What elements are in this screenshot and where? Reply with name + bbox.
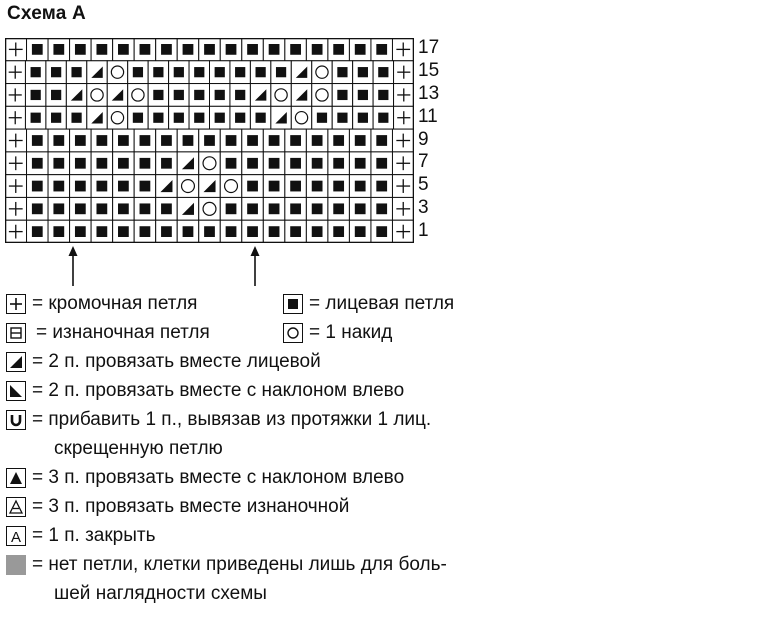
chart-cell-knit	[210, 84, 230, 107]
chart-cell-yarnover	[271, 84, 291, 107]
chart-cell-knit	[306, 129, 328, 152]
chart-cell-knit	[134, 38, 156, 61]
chart-cell-knit	[128, 61, 148, 84]
chart-cell-knit	[220, 38, 242, 61]
chart-cell-k2tog	[177, 152, 199, 175]
ssk-icon	[6, 381, 26, 401]
chart-cell-knit	[220, 152, 242, 175]
chart-cell-yarnover	[199, 152, 221, 175]
chart-cell-k2tog	[271, 106, 291, 129]
make-one-icon	[6, 410, 26, 430]
chart-cell-yarnover	[87, 84, 107, 107]
legend-label: = 1 п. закрыть	[32, 525, 156, 546]
chart-cell-knit	[27, 220, 49, 243]
chart-cell-knit	[328, 220, 350, 243]
legend-item-knit	[283, 293, 454, 315]
chart-cell-knit	[156, 38, 178, 61]
chart-cell-knit	[91, 38, 113, 61]
chart-cell-knit	[242, 197, 264, 220]
chart-cell-edge	[392, 197, 414, 220]
chart-cell-knit	[91, 152, 113, 175]
chart-cell-knit	[242, 175, 264, 198]
chart-cell-knit	[328, 152, 350, 175]
chart-cell-k2tog	[87, 106, 107, 129]
chart-cell-knit	[199, 220, 221, 243]
chart-cell-knit	[285, 129, 307, 152]
chart-cell-knit	[70, 38, 92, 61]
repeat-start-arrow-icon	[66, 246, 80, 288]
chart-cell-knit	[134, 152, 156, 175]
chart-cell-knit	[128, 106, 148, 129]
chart-cell-yarnover	[128, 84, 148, 107]
row-number: 11	[418, 106, 438, 127]
chart-cell-knit	[91, 129, 113, 152]
chart-cell-knit	[66, 106, 86, 129]
chart-cell-knit	[46, 61, 66, 84]
row-number: 13	[418, 83, 440, 104]
chart-cell-knit	[27, 197, 49, 220]
chart-cell-knit	[271, 61, 291, 84]
legend-label: = 3 п. провязать вместе с наклоном влево	[32, 467, 405, 488]
chart-cell-edge	[394, 61, 414, 84]
knit-stitch-icon	[283, 294, 303, 314]
row-number: 17	[418, 37, 440, 58]
chart-cell-k2tog	[107, 84, 127, 107]
chart-cell-knit	[220, 197, 242, 220]
legend-item-yarnover	[283, 322, 392, 344]
chart-cell-knit	[66, 61, 86, 84]
bind-off-icon	[6, 526, 26, 546]
chart-cell-knit	[177, 129, 199, 152]
chart-cell-edge	[392, 129, 414, 152]
chart-cell-knit	[148, 106, 168, 129]
chart-cell-knit	[328, 175, 350, 198]
chart-cell-knit	[263, 129, 285, 152]
chart-cell-knit	[332, 84, 352, 107]
chart-cell-knit	[220, 220, 242, 243]
chart-cell-knit	[250, 106, 270, 129]
legend-item-purl	[6, 322, 210, 344]
chart-cell-knit	[242, 129, 264, 152]
chart-cell-knit	[48, 129, 70, 152]
chart-cell-knit	[371, 220, 393, 243]
row-number: 5	[418, 174, 429, 195]
chart-cell-edge	[5, 220, 27, 243]
legend-item-k2tog	[6, 351, 321, 373]
chart-cell-knit	[373, 106, 393, 129]
legend-item-sk2p	[6, 467, 404, 489]
chart-cell-knit	[371, 129, 393, 152]
chart-cell-knit	[169, 84, 189, 107]
chart-cell-knit	[199, 38, 221, 61]
chart-cell-edge	[392, 175, 414, 198]
chart-cell-knit	[48, 152, 70, 175]
legend-label: = кромочная петля	[32, 293, 198, 314]
chart-cell-edge	[394, 106, 414, 129]
chart-cell-knit	[48, 175, 70, 198]
chart-cell-edge	[5, 61, 25, 84]
knitting-chart-grid	[5, 38, 414, 243]
chart-cell-knit	[70, 197, 92, 220]
chart-cell-k2tog	[291, 84, 311, 107]
chart-cell-knit	[113, 197, 135, 220]
chart-cell-knit	[113, 175, 135, 198]
chart-cell-edge	[5, 129, 27, 152]
chart-cell-knit	[91, 220, 113, 243]
chart-cell-knit	[349, 175, 371, 198]
chart-cell-knit	[371, 197, 393, 220]
chart-cell-knit	[349, 197, 371, 220]
row-number: 9	[418, 129, 429, 150]
repeat-end-arrow-icon	[248, 246, 262, 288]
chart-cell-knit	[46, 84, 66, 107]
chart-cell-knit	[242, 38, 264, 61]
chart-cell-edge	[5, 152, 27, 175]
chart-cell-yarnover	[220, 175, 242, 198]
chart-cell-knit	[242, 220, 264, 243]
row-number: 7	[418, 151, 429, 172]
legend-label: = лицевая петля	[309, 293, 455, 314]
chart-cell-knit	[349, 129, 371, 152]
chart-cell-knit	[328, 197, 350, 220]
chart-cell-knit	[312, 106, 332, 129]
legend-item-p3tog	[6, 496, 349, 518]
chart-cell-knit	[250, 61, 270, 84]
chart-cell-knit	[210, 61, 230, 84]
chart-cell-knit	[70, 175, 92, 198]
chart-cell-knit	[27, 175, 49, 198]
chart-cell-knit	[177, 38, 199, 61]
chart-cell-yarnover	[312, 61, 332, 84]
legend-label: = 1 накид	[309, 322, 393, 343]
chart-cell-knit	[189, 106, 209, 129]
chart-cell-knit	[169, 106, 189, 129]
legend-item-make-one	[6, 409, 431, 431]
chart-cell-knit	[285, 197, 307, 220]
chart-cell-knit	[156, 197, 178, 220]
chart-cell-knit	[263, 175, 285, 198]
chart-cell-yarnover	[312, 84, 332, 107]
chart-cell-edge	[5, 38, 27, 61]
chart-cell-knit	[70, 152, 92, 175]
chart-cell-knit	[306, 38, 328, 61]
chart-cell-k2tog	[250, 84, 270, 107]
sk2p-icon	[6, 468, 26, 488]
chart-cell-yarnover	[291, 106, 311, 129]
chart-cell-knit	[134, 197, 156, 220]
chart-title: Схема А	[7, 3, 86, 24]
chart-cell-knit	[353, 84, 373, 107]
chart-cell-knit	[148, 84, 168, 107]
chart-cell-knit	[328, 38, 350, 61]
chart-cell-knit	[263, 38, 285, 61]
chart-cell-knit	[189, 61, 209, 84]
chart-cell-knit	[285, 38, 307, 61]
row-number: 15	[418, 60, 440, 81]
k2tog-icon	[6, 352, 26, 372]
chart-cell-knit	[332, 61, 352, 84]
legend-label: = 2 п. провязать вместе с наклоном влево	[32, 380, 405, 401]
chart-cell-edge	[5, 175, 27, 198]
chart-cell-edge	[392, 152, 414, 175]
chart-cell-knit	[70, 220, 92, 243]
chart-cell-knit	[230, 106, 250, 129]
chart-cell-knit	[230, 61, 250, 84]
chart-cell-knit	[134, 220, 156, 243]
chart-cell-knit	[27, 38, 49, 61]
chart-cell-knit	[25, 106, 45, 129]
chart-cell-k2tog	[291, 61, 311, 84]
chart-cell-yarnover	[177, 175, 199, 198]
chart-cell-knit	[148, 61, 168, 84]
chart-cell-knit	[306, 175, 328, 198]
legend-item-edge	[6, 293, 197, 315]
no-stitch-icon	[6, 555, 26, 575]
chart-cell-knit	[371, 152, 393, 175]
chart-cell-k2tog	[156, 175, 178, 198]
chart-cell-knit	[220, 129, 242, 152]
legend-label-continuation: шей наглядности схемы	[54, 583, 267, 604]
chart-cell-knit	[349, 38, 371, 61]
chart-cell-knit	[156, 129, 178, 152]
row-number: 1	[418, 220, 429, 241]
chart-cell-knit	[27, 152, 49, 175]
chart-cell-knit	[177, 220, 199, 243]
chart-cell-knit	[371, 175, 393, 198]
chart-cell-knit	[189, 84, 209, 107]
chart-cell-edge	[394, 84, 414, 107]
chart-cell-knit	[25, 61, 45, 84]
chart-cell-knit	[353, 106, 373, 129]
chart-cell-knit	[371, 38, 393, 61]
chart-cell-knit	[113, 38, 135, 61]
chart-cell-knit	[349, 152, 371, 175]
chart-cell-knit	[306, 152, 328, 175]
legend-label-continuation: скрещенную петлю	[54, 438, 223, 459]
chart-cell-knit	[353, 61, 373, 84]
chart-cell-yarnover	[107, 106, 127, 129]
chart-cell-knit	[285, 152, 307, 175]
chart-cell-knit	[48, 197, 70, 220]
chart-cell-k2tog	[177, 197, 199, 220]
chart-cell-knit	[242, 152, 264, 175]
chart-cell-knit	[373, 61, 393, 84]
chart-cell-edge	[392, 38, 414, 61]
chart-cell-knit	[134, 175, 156, 198]
chart-cell-knit	[27, 129, 49, 152]
chart-cell-knit	[156, 220, 178, 243]
chart-cell-knit	[91, 175, 113, 198]
p3tog-icon	[6, 497, 26, 517]
chart-cell-knit	[46, 106, 66, 129]
chart-cell-k2tog	[199, 175, 221, 198]
chart-cell-edge	[392, 220, 414, 243]
chart-cell-knit	[306, 220, 328, 243]
chart-cell-edge	[5, 84, 25, 107]
chart-cell-knit	[285, 175, 307, 198]
chart-cell-knit	[113, 129, 135, 152]
chart-cell-knit	[70, 129, 92, 152]
chart-cell-knit	[230, 84, 250, 107]
chart-cell-knit	[263, 220, 285, 243]
legend-label: = 2 п. провязать вместе лицевой	[32, 351, 321, 372]
legend-item-bind-off	[6, 525, 155, 547]
chart-cell-edge	[5, 197, 27, 220]
chart-cell-k2tog	[66, 84, 86, 107]
chart-cell-knit	[306, 197, 328, 220]
chart-cell-knit	[169, 61, 189, 84]
chart-cell-knit	[263, 152, 285, 175]
chart-cell-knit	[134, 129, 156, 152]
legend-label: = прибавить 1 п., вывязав из протяжки 1 лиц.	[32, 409, 432, 430]
chart-cell-knit	[349, 220, 371, 243]
legend-item-ssk	[6, 380, 404, 402]
edge-stitch-icon	[6, 294, 26, 314]
legend-label: = изнаночная петля	[36, 322, 210, 343]
chart-cell-knit	[210, 106, 230, 129]
svg-text:A: A	[10, 529, 22, 544]
chart-cell-knit	[199, 129, 221, 152]
chart-cell-knit	[48, 220, 70, 243]
chart-cell-yarnover	[199, 197, 221, 220]
chart-cell-knit	[332, 106, 352, 129]
chart-cell-knit	[328, 129, 350, 152]
legend-label: = 3 п. провязать вместе изнаночной	[32, 496, 350, 517]
chart-cell-yarnover	[107, 61, 127, 84]
chart-cell-knit	[156, 152, 178, 175]
row-number: 3	[418, 197, 429, 218]
chart-cell-k2tog	[87, 61, 107, 84]
chart-cell-knit	[25, 84, 45, 107]
chart-cell-edge	[5, 106, 25, 129]
chart-cell-knit	[113, 220, 135, 243]
chart-cell-knit	[48, 38, 70, 61]
chart-cell-knit	[373, 84, 393, 107]
chart-cell-knit	[113, 152, 135, 175]
chart-cell-knit	[91, 197, 113, 220]
legend-item-no-stitch	[6, 554, 447, 576]
purl-stitch-icon	[6, 323, 26, 343]
yarnover-icon	[283, 323, 303, 343]
legend-label: = нет петли, клетки приведены лишь для боль-	[32, 554, 447, 575]
chart-cell-knit	[285, 220, 307, 243]
chart-cell-knit	[263, 197, 285, 220]
